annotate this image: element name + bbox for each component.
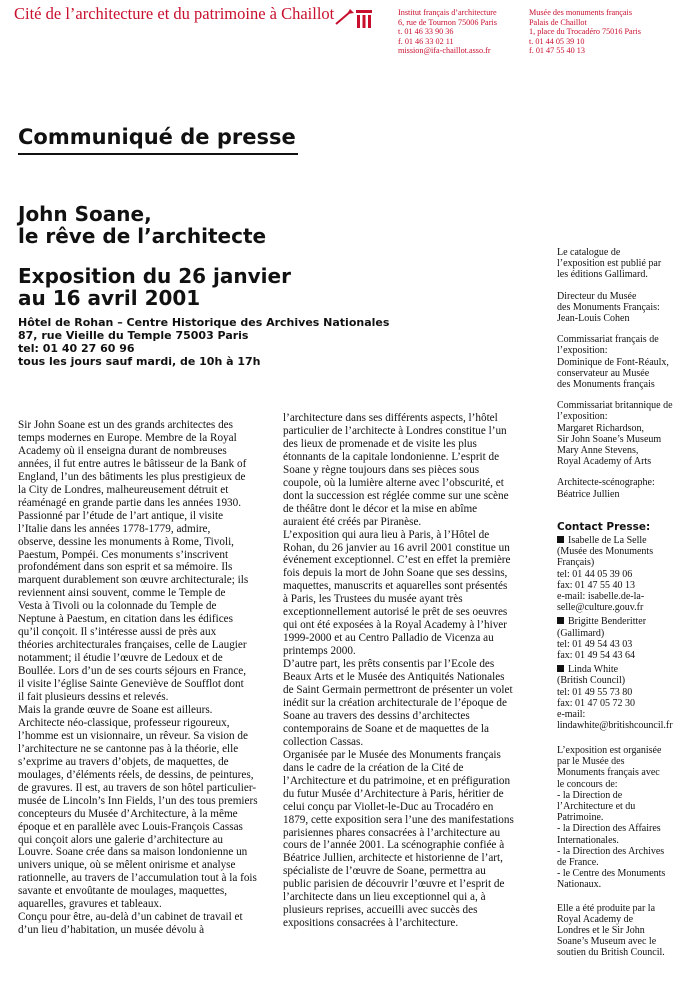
body-text-line: Soane y règne toujours dans ses pièces sous [283, 463, 480, 476]
body-text-line: printemps 2000. [283, 645, 356, 658]
body-text-line: univers unique, où se mêlent onirisme et analyse [18, 859, 236, 872]
body-text-line: époque et en parallèle avec Louis-François Cassas [18, 820, 243, 833]
body-text-line: spécialiste de l’œuvre de Soane, permettra au [283, 865, 486, 878]
body-text-line: temps modernes en Europe. Membre de la Royal [18, 431, 237, 444]
body-text-line: savante et envoûtante de moulages, maquettes, [18, 885, 228, 898]
credit-line: Architecte-scénographe: [557, 477, 655, 489]
organisation-line: - la Direction des Archives [557, 845, 665, 857]
body-text-line: observe, dessine les monuments à Rome, Tivoli, [18, 535, 234, 548]
body-text-line: fois depuis la mort de John Soane que ses dessins, [283, 567, 508, 580]
press-release-title: Communiqué de presse [18, 125, 296, 149]
contact-line: Linda White [557, 664, 685, 675]
organisation-line: Elle a été produite par la [557, 902, 656, 914]
body-text-line: Academy où il enseigna durant de nombreuses [18, 444, 227, 457]
organisation-line: de France. [557, 857, 599, 869]
body-text-line: Vesta à Tivoli ou la colonnade du Temple de [18, 600, 217, 613]
title-underline [18, 153, 298, 155]
body-text-line: public parisien de découvrir l’œuvre et l’esprit de [283, 878, 505, 891]
body-text-line: marquent durablement son œuvre architecturale; ils [18, 574, 249, 587]
body-text-line: d’un lieu d’habitation, un musée dévolu à [18, 924, 205, 937]
body-text-line: Conçu pour être, au-delà d’un cabinet de travail et [18, 911, 243, 924]
body-text-line: aquarelles, gravures et tableaux. [18, 898, 162, 911]
contact-line: tel: 01 49 55 73 80 [557, 686, 633, 698]
email-link[interactable]: mission@ifa-chaillot.asso.fr [398, 46, 491, 56]
address-line: f. 01 46 33 02 11 [398, 36, 454, 46]
body-text-line: théories architecturales françaises, celle de Laugier [18, 639, 247, 652]
credit-line: Commissariat français de [557, 334, 659, 346]
credit-line: Commissariat britannique de [557, 400, 673, 412]
address-line: 6, rue de Tournon 75006 Paris [398, 17, 497, 27]
organisation-line: le concours de: [557, 778, 618, 790]
organisation-line: L’exposition est organisée [557, 745, 662, 756]
body-text-line: musée de Lincoln’s Inn Fields, l’un des tous premiers [18, 794, 258, 807]
credit-line: Directeur du Musée [557, 290, 637, 302]
venue-line: Hôtel de Rohan – Centre Historique des Archives Nationales [18, 316, 390, 329]
organisation-line: Soane’s Museum avec le [557, 936, 657, 948]
body-text-line: dans le cadre de la création de la Cité de [283, 761, 464, 774]
organisation-line: Internationales. [557, 834, 619, 846]
body-text-line: 1999-2000 et au Centro Palladio de Vicenza au [283, 632, 494, 645]
body-text-line: Organisée par le Musée des Monuments français [283, 748, 501, 761]
credit-line: Mary Anne Stevens, [557, 445, 639, 457]
body-text-line: Boullée. Lors d’un de ses courts séjours en France, [18, 665, 247, 678]
body-column-2 [283, 412, 543, 930]
body-text-line: de théâtre dont le décor et la mise en abîme [283, 502, 478, 515]
contact-email[interactable]: lindawhite@britishcouncil.fr [557, 720, 673, 732]
body-text-line: de Saint Germain permettront de présenter un volet [283, 684, 513, 697]
credit-block [557, 400, 685, 467]
body-text-line: Rohan, du 26 janvier au 16 avril 2001 constitue un [283, 541, 510, 554]
address-line: Palais de Chaillot [529, 17, 587, 27]
body-text-line: collection Cassas. [283, 735, 364, 748]
institut-address [398, 8, 528, 56]
credit-line: des Monuments français [557, 379, 655, 391]
contact-line: Brigitte Benderitter [557, 616, 685, 627]
sidebar-credits-inner [557, 247, 685, 500]
body-text-line: reviennent ainsi souvent, comme le Temple de [18, 587, 226, 600]
body-text-line: parisiennes phares consacrées à l’architecture au [283, 826, 501, 839]
body-text-line: profondément dans son esprit et sa mémoire. Ils [18, 561, 233, 574]
body-text-line: exceptionnellement autorisé le prêt de ses oeuvres [283, 606, 508, 619]
body-text-line: il fait plusieurs dessins et relevés. [18, 691, 169, 704]
contact-line: (Gallimard) [557, 627, 605, 639]
body-text-line: L’exposition qui aura lieu à Paris, à l’Hôtel de [283, 528, 490, 541]
exhibition-dates [18, 265, 291, 309]
body-text-line: D’autre part, les prêts consentis par l’Ecole des [283, 658, 495, 671]
address-line: Institut français d’architecture [398, 8, 497, 17]
address-line: t. 01 44 05 39 10 [529, 36, 585, 46]
organisation-line: Royal Academy de [557, 913, 634, 925]
body-text-line: qui conçoit alors une galerie d’architecture au [18, 833, 224, 846]
credit-line: l’exposition est publié par [557, 258, 662, 270]
body-text-line: Beaux Arts et le Musée des Antiquités Nationales [283, 671, 505, 684]
body-text-line: Louvre. Soane crée dans sa maison londonienne un [18, 846, 248, 859]
chaillot-logo-icon [334, 6, 374, 30]
musee-address [529, 8, 684, 56]
contact-line: tel: 01 44 05 39 06 [557, 568, 633, 580]
body-text-line: Soane au travers des dessins d’architectes [283, 709, 470, 722]
square-bullet-icon [557, 617, 564, 624]
body-text-line: Paestum, Pompéi. Ces monuments s’inscrivent [18, 548, 229, 561]
venue-line: tous les jours sauf mardi, de 10h à 17h [18, 355, 261, 368]
contact-entry [557, 616, 685, 661]
body-text-line: concepteurs du Musée d’Architecture, à la même [18, 807, 238, 820]
body-text-line: du futur Musée d’Architecture à Paris, héritier de [283, 787, 504, 800]
credit-block [557, 477, 685, 499]
venue-line: 87, rue Vieille du Temple 75003 Paris [18, 329, 249, 342]
body-text-line: contemporains de Soane et de maquettes de la [283, 722, 489, 735]
body-column-1 [18, 419, 272, 937]
body-text-line: plusieurs reprises, accueilli avec succès des [283, 904, 478, 917]
dates-line: Exposition du 26 janvier [18, 264, 291, 288]
contact-line: fax: 01 47 55 40 13 [557, 579, 636, 591]
exhibition-title [18, 203, 266, 247]
credit-line: l’exposition: [557, 345, 608, 357]
body-text-line: notamment; il étudie l’œuvre de Ledoux et de [18, 652, 223, 665]
credit-line: Le catalogue de [557, 247, 621, 258]
body-text-line: dont la succession est réglée comme sur une scène [283, 489, 509, 502]
body-text-line: expositions consacrées à l’architecture. [283, 917, 459, 930]
body-text-line: Neptune à Paestum, en citation dans les édifices [18, 613, 233, 626]
address-line: t. 01 46 33 90 36 [398, 27, 454, 37]
press-contacts [557, 535, 685, 734]
sidebar-credits [557, 247, 685, 510]
organisation-block [557, 745, 685, 891]
square-bullet-icon [557, 665, 564, 672]
body-text-line: Sir John Soane est un des grands architectes des [18, 419, 233, 431]
contact-line: Français) [557, 557, 595, 569]
organisation-line: - le Centre des Monuments [557, 868, 666, 880]
contact-entry [557, 535, 685, 613]
organisation-line: Patrimoine. [557, 812, 604, 824]
organisation-line: - la Direction des Affaires [557, 823, 661, 835]
body-text-line: 1879, cette exposition sera l’une des manifestations [283, 813, 514, 826]
body-text-line: England, l’un des bâtiments les plus prestigieux de [18, 470, 246, 483]
organisation-line: Monuments français avec [557, 767, 660, 779]
body-text-line: inédit sur la création architecturale de l’époque de [283, 696, 507, 709]
body-text-line: rationnelle, au travers de l’accumulation tout à la fois [18, 872, 257, 885]
credit-block [557, 247, 685, 281]
organisation-line: soutien du British Council. [557, 947, 665, 959]
title-line: le rêve de l’architecte [18, 224, 267, 248]
credit-line: conservateur au Musée [557, 367, 650, 379]
body-text-line: Mais la grande œuvre de Soane est ailleurs. [18, 703, 213, 716]
credit-line: des Monuments Français: [557, 301, 660, 313]
credit-line: Dominique de Font-Réaulx, [557, 356, 669, 368]
body-text-line: étonnants de la capitale londonienne. L’esprit de [283, 450, 500, 463]
credit-line: Margaret Richardson, [557, 422, 645, 434]
body-text-line: la City de Londres, malheureusement détruit et [18, 483, 229, 496]
organisation-line: l’Architecture et du [557, 801, 636, 813]
address-line: 1, place du Trocadéro 75016 Paris [529, 27, 641, 37]
body-text-line: coupole, où la lumière alterne avec l’obscurité, et [283, 476, 504, 489]
body-text-line: à Paris, les Trustees du musée ayant très [283, 593, 463, 606]
contact-line: Isabelle de La Selle [557, 535, 685, 546]
body-text-line: Béatrice Jullien, architecte et historienne de l’art, [283, 852, 503, 865]
venue-line: tel: 01 40 27 60 96 [18, 342, 135, 355]
body-text-line: l’homme est un visionnaire, un rêveur. Sa vision de [18, 729, 248, 742]
body-text-line: cours de l’année 2001. La scénographie confiée à [283, 839, 505, 852]
contact-line: (Musée des Monuments [557, 546, 654, 558]
body-text-line: l’architecture dans ses différents aspects, l’hôtel [283, 412, 498, 424]
body-text-line: de gravures. Il est, au travers de son hôtel particulier- [18, 781, 257, 794]
body-text-line: événement exceptionnel. C’est en effet la première [283, 554, 511, 567]
body-text-line: celui conçu par Viollet-le-Duc au Trocadéro en [283, 800, 494, 813]
body-text-line: l’Architecture et du patrimoine, et en préfiguration [283, 774, 511, 787]
body-text-line: l’architecte dans un lieu exceptionnel qui a, à [283, 891, 486, 904]
credit-line: l’exposition: [557, 411, 608, 423]
body-text-line: moulages, d’éléments réels, de dessins, de peintures, [18, 768, 254, 781]
contact-press-title: Contact Presse: [557, 521, 651, 533]
sidebar-organisation [557, 745, 685, 971]
body-text-line: années, il fut entre autres le bâtisseur de la Bank of [18, 457, 247, 470]
contact-line: tel: 01 49 54 43 03 [557, 638, 633, 650]
body-text-line: s’exprime au travers d’objets, de maquettes, de [18, 755, 229, 768]
brand-name: Cité de l’architecture et du patrimoine à Chaillot [14, 4, 335, 23]
dates-line: au 16 avril 2001 [18, 286, 201, 310]
contact-entry [557, 664, 685, 731]
credit-block [557, 291, 685, 325]
organisation-block [557, 903, 685, 959]
credit-line: les éditions Gallimard. [557, 269, 648, 281]
body-text-line: auraient été créés par Piranèse. [283, 515, 422, 528]
credit-line: Jean-Louis Cohen [557, 313, 630, 325]
contact-line: e-mail: [557, 709, 586, 721]
credit-block [557, 334, 685, 390]
body-text-line: particulier de l’architecte à Londres constitue l’un [283, 424, 507, 437]
contact-line: fax: 01 47 05 72 30 [557, 697, 636, 709]
body-text-line: il visite l’église Sainte Geneviève de Soufflot dont [18, 678, 244, 691]
body-text-line: réaménagé en grande partie dans les années 1930. [18, 496, 242, 509]
body-text-line: qu’il conçoit. Il s’intéresse aussi de près aux [18, 626, 217, 639]
contact-line: (British Council) [557, 675, 626, 687]
address-line: Musée des monuments français [529, 8, 632, 17]
title-line: John Soane, [18, 202, 152, 226]
body-text-line: l’architecture ne se cantonne pas à la théorie, elle [18, 742, 239, 755]
organisation-line: Nationaux. [557, 879, 602, 891]
contact-email[interactable]: selle@culture.gouv.fr [557, 602, 644, 614]
organisation-line: par le Musée des [557, 756, 625, 768]
body-text-line: maquettes, manuscrits et aquarelles sont présentés [283, 580, 508, 593]
credit-line: Béatrice Jullien [557, 488, 620, 500]
contact-line: fax: 01 49 54 43 64 [557, 650, 636, 662]
body-text-line: l’Italie dans les années 1778-1779, admire, [18, 522, 211, 535]
body-text-line: Architecte néo-classique, professeur rigoureux, [18, 716, 230, 729]
address-line: f. 01 47 55 40 13 [529, 46, 585, 56]
credit-line: Sir John Soane’s Museum [557, 433, 662, 445]
credit-line: Royal Academy of Arts [557, 456, 652, 468]
square-bullet-icon [557, 536, 564, 543]
contact-line: e-mail: isabelle.de-la- [557, 591, 645, 603]
body-text-line: Passionné par l’étude de l’art antique, il visite [18, 509, 224, 522]
body-text-line: qui ont été exposées à la Royal Academy à l’hiver [283, 619, 507, 632]
organisation-line: - la Direction de [557, 789, 623, 801]
organisation-line: Londres et le Sir John [557, 925, 645, 937]
body-text-line: des lieux de promenade et de visite les plus [283, 437, 477, 450]
venue-info [18, 316, 389, 368]
